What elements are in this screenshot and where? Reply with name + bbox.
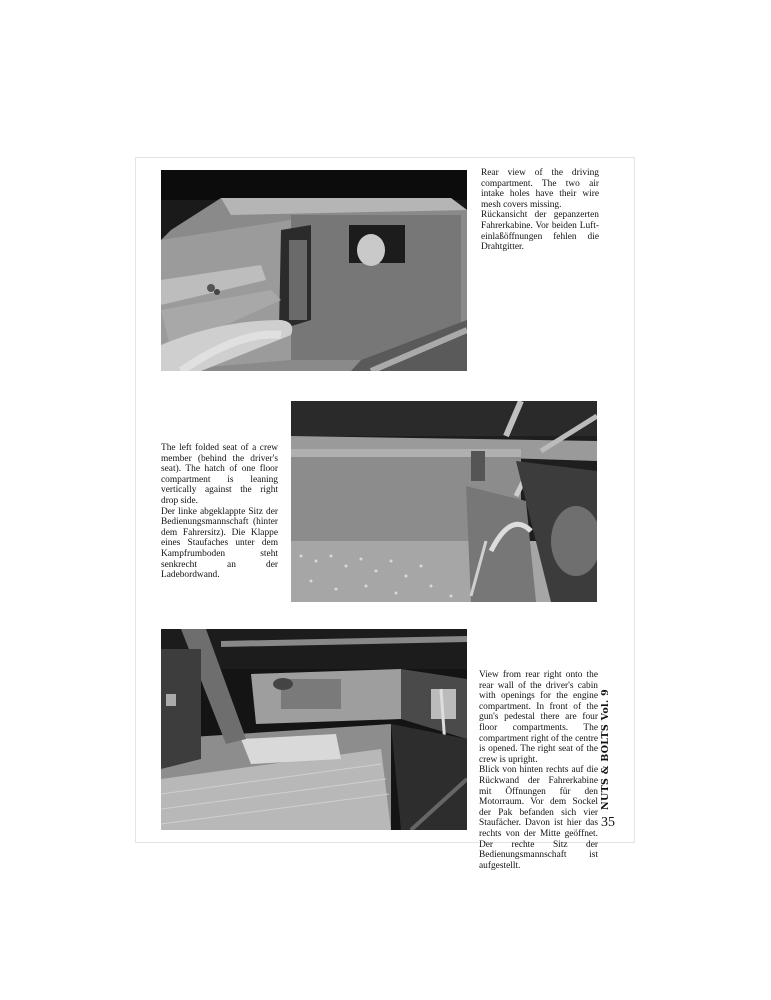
caption-middle [161,443,278,581]
caption-middle-german: Der linke abgeklappte Sitz der Bedienungsmannschaft (hinter dem Fahrersitz). Die Klappe eines Staufaches unter dem Kampfrumboden steht senkrecht an der Ladebordwand. [161,506,278,581]
caption-top-german: Rückansicht der gepanzerten Fahrerkabine. Vor beiden Luft-einlaßöffnungen fehlen die Drahtgitter. [481,210,599,253]
photo-driving-compartment [161,170,467,371]
caption-middle-english: The left folded seat of a crew member (behind the driver's seat). The hatch of one floor compartment is leaning vertically against the right drop side. [161,443,278,506]
photo-rear-right-view [161,629,467,830]
photo-folded-seat [291,401,597,602]
caption-top-english: Rear view of the driving compartment. The two air intake holes have their wire mesh covers missing. [481,168,599,210]
page-number: 35 [601,815,615,830]
caption-bottom-english: View from rear right onto the rear wall of the driver's cabin with openings for the engine compartment. In front of the gun's pedestal there are four floor compartments. The compartment right of the centre is opened. The right seat of the crew is upright. [479,670,598,765]
caption-top [481,168,599,253]
caption-bottom [479,670,598,871]
series-label [597,688,617,810]
caption-bottom-german: Blick von hinten rechts auf die Rückwand der Fahrerkabine mit Öffnungen für den Motorraum. Vor dem Sockel der Pak befanden sich vier Staufächer. Davon ist hier das rechts von der Mitte geöffnet. Der rechte Sitz der Bedienungsmannschaft ist aufgestellt. [479,765,598,871]
series-label-text: NUTS & BOLTS Vol. 9 [600,688,611,810]
